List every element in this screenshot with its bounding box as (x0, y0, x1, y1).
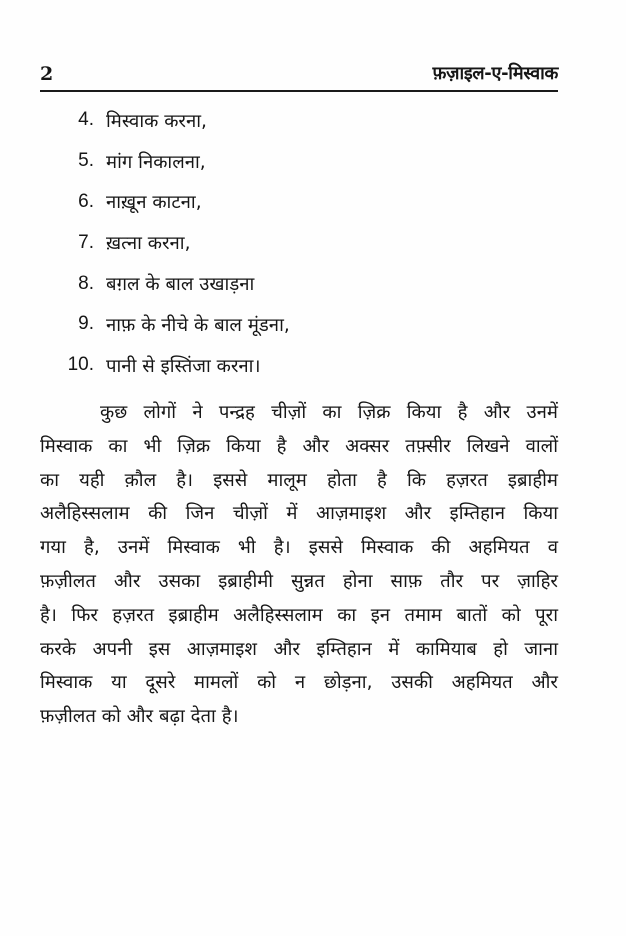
paragraph-line: अलैहिस्सलाम की जिन चीज़ों में आज़माइश और इम्तिहान किया (40, 503, 558, 525)
list-item (40, 345, 290, 386)
list-text: बग़ल के बाल उखाड़ना (106, 274, 255, 296)
list-number: 6. (78, 190, 94, 212)
list-number: 4. (78, 109, 94, 131)
page-number: 2 (40, 63, 54, 85)
list-item (40, 100, 290, 141)
paragraph-line: है। फिर हज़रत इब्राहीम अलैहिस्सलाम का इन तमाम बातों को पूरा (40, 604, 558, 626)
paragraph-line: गया है, उनमें मिस्वाक भी है। इससे मिस्वाक की अहमियत व (40, 537, 558, 559)
paragraph-line: फ़ज़ीलत और उसका इब्राहीमी सुन्नत होना साफ़ तौर पर ज़ाहिर (40, 570, 558, 592)
paragraph-line: मिस्वाक या दूसरे मामलों को न छोड़ना, उसकी अहमियत और (40, 672, 558, 694)
list-item (40, 304, 290, 345)
list-text: मिस्वाक करना, (106, 110, 207, 132)
paragraph-line: मिस्वाक का भी ज़िक्र किया है और अक्सर तफ़्सीर लिखने वालों (40, 435, 558, 457)
running-header (40, 60, 558, 92)
list-number: 10. (67, 354, 94, 376)
list-item (40, 141, 290, 182)
list-item (40, 263, 290, 304)
list-text: नाख़ून काटना, (106, 192, 202, 214)
list-number: 5. (78, 150, 94, 172)
list-number: 7. (78, 231, 94, 253)
paragraph-line: फ़ज़ीलत को और बढ़ा देता है। (40, 706, 239, 728)
list-item (40, 182, 290, 223)
list-text: नाफ़ के नीचे के बाल मूंडना, (106, 314, 290, 336)
paragraph-line: करके अपनी इस आज़माइश और इम्तिहान में कामियाब हो जाना (40, 638, 558, 660)
body-paragraph (40, 396, 558, 734)
paragraph-line: कुछ लोगों ने पन्द्रह चीज़ों का ज़िक्र किया है और उनमें (100, 402, 558, 423)
book-title: फ़ज़ाइल-ए-मिस्वाक (432, 63, 558, 84)
list-text: ख़त्ना करना, (106, 233, 191, 255)
list-number: 9. (78, 313, 94, 335)
numbered-list (40, 100, 290, 386)
paragraph-line: का यही क़ौल है। इससे मालूम होता है कि हज़रत इब्राहीम (40, 469, 558, 491)
list-text: पानी से इस्तिंजा करना। (106, 355, 261, 377)
list-text: मांग निकालना, (106, 151, 206, 173)
list-number: 8. (78, 272, 94, 294)
list-item (40, 222, 290, 263)
